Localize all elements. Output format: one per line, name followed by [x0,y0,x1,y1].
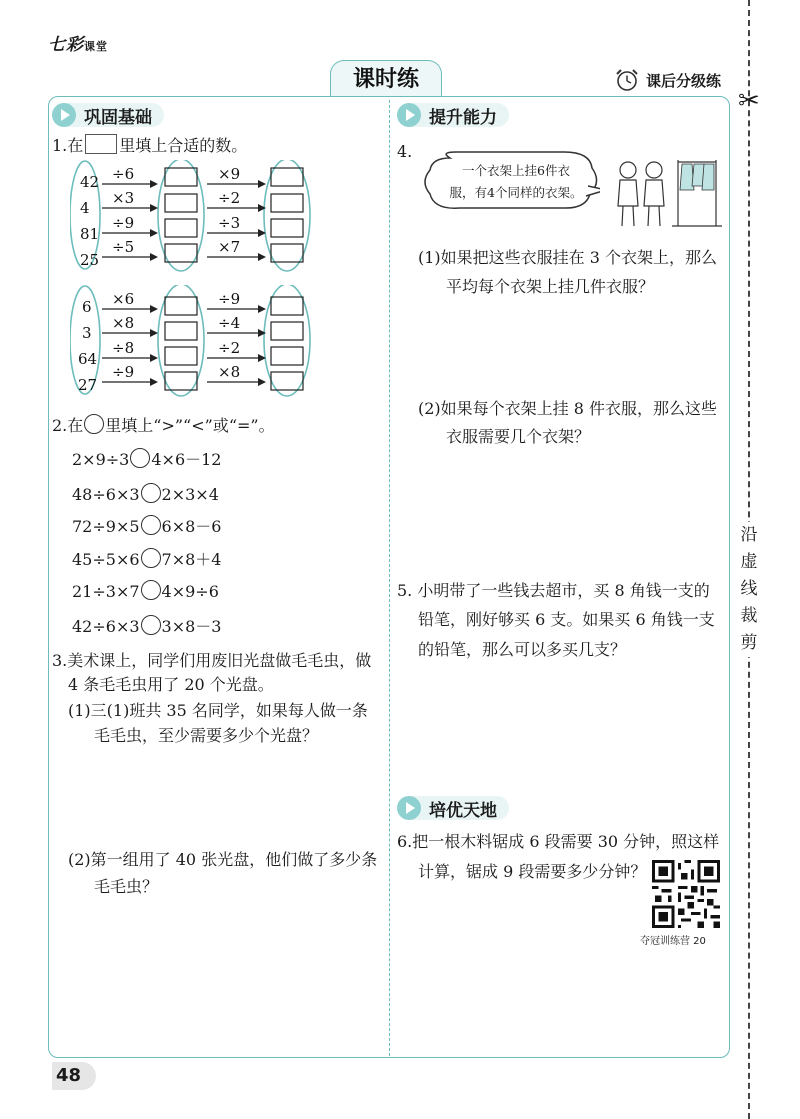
q3-part1-line1: (1)三(1)班共 35 名同学，如果每人做一条 [68,701,368,720]
operation: ÷4 [218,314,241,332]
q2-item: 72÷9×5 6×8－6 [72,517,222,536]
q1-diagram-b [70,285,330,405]
blank-circle [84,414,104,434]
q4-part2-line2: 衣服需要几个衣架？ [446,427,591,446]
play-arrow-icon [397,796,421,820]
qr-label: 夺冠训练营 20 [640,936,706,947]
operation: ×9 [218,165,241,183]
operation: ×6 [112,290,135,308]
number: 3 [82,324,92,342]
operation: ÷2 [218,339,241,357]
section-advanced: 培优天地 [397,796,509,820]
q3-part2-line2: 毛毛虫？ [94,877,159,896]
alarm-clock-icon [614,68,640,92]
q5-line2: 铅笔，刚好够买 6 支。如果买 6 角钱一支 [418,610,715,629]
bubble-text: 一个衣架上挂6件衣 服，有4个同样的衣架。 [449,163,583,200]
q3-line2: 4 条毛毛虫用了 20 个光盘。 [68,675,274,694]
q4-number: 4. [397,142,413,161]
q2-item: 45÷5×6 7×8＋4 [72,550,222,569]
q6-line2: 计算，锯成 9 段需要多少分钟？ [418,862,647,881]
q2-item: 2×9÷3 4×6－12 [72,450,222,469]
q1-diagram-a [70,160,330,280]
q3-part2-line1: (2)第一组用了 40 张光盘，他们做了多少条 [68,850,378,869]
play-arrow-icon [52,103,76,127]
q6-line1: 6.把一根木料锯成 6 段需要 30 分钟，照这样 [397,832,720,851]
q5-line1: 5. 小明带了一些钱去超市，买 8 角钱一支的 [397,581,710,600]
number: 27 [78,376,98,394]
cut-instruction: 沿 虚 线 裁 剪 [738,522,760,657]
blank-circle[interactable] [141,548,161,568]
operation: ÷6 [112,165,135,183]
blank-circle[interactable] [141,483,161,503]
section-basic: 巩固基础 [52,103,164,127]
q4-part1-line2: 平均每个衣架上挂几件衣服？ [446,277,655,296]
page-number: 48 [52,1062,96,1090]
column-divider [389,100,390,1056]
number: 6 [82,298,92,316]
children-clothes-rack-illustration [604,156,724,230]
operation: ÷2 [218,189,241,207]
brand-logo: 七彩课堂 [48,35,108,55]
q2-item: 48÷6×3 2×3×4 [72,485,219,504]
blank-circle[interactable] [141,615,161,635]
q3-part1-line2: 毛毛虫，至少需要多少个光盘？ [94,726,319,745]
number: 81 [80,225,100,243]
blank-circle[interactable] [130,448,150,468]
header-sublabel: 课后分级练 [646,72,722,90]
q1-prompt: 1.在 里填上合适的数。 [52,136,248,155]
page-title: 课时练 [330,60,442,97]
operation: ×8 [112,314,135,332]
q4-part1-line1: (1)如果把这些衣服挂在 3 个衣架上，那么 [418,248,718,267]
operation: ×8 [218,363,241,381]
number: 25 [80,251,100,269]
q3-line1: 3.美术课上，同学们用废旧光盘做毛毛虫，做 [52,651,372,670]
q2-item: 21÷3×7 4×9÷6 [72,582,219,601]
operation: ÷9 [218,290,241,308]
number: 64 [78,350,98,368]
q5-line3: 的铅笔，那么可以多买几支？ [418,640,627,659]
q4-part2-line1: (2)如果每个衣架上挂 8 件衣服，那么这些 [418,399,718,418]
operation: ×7 [218,238,241,256]
operation: ÷3 [218,214,241,232]
section-improve: 提升能力 [397,103,509,127]
operation: ÷5 [112,238,135,256]
blank-box [85,134,117,154]
operation: ÷9 [112,363,135,381]
q2-prompt: 2.在 里填上“>”“<”或“=”。 [52,416,275,435]
number: 42 [80,173,100,191]
number: 4 [80,199,90,217]
operation: ÷8 [112,339,135,357]
operation: ÷9 [112,214,135,232]
scissors-icon: ✂ [738,86,760,116]
blank-circle[interactable] [141,515,161,535]
q2-item: 42÷6×3 3×8－3 [72,617,222,636]
blank-circle[interactable] [141,580,161,600]
play-arrow-icon [397,103,421,127]
qr-code-icon[interactable] [652,860,720,928]
operation: ×3 [112,189,135,207]
